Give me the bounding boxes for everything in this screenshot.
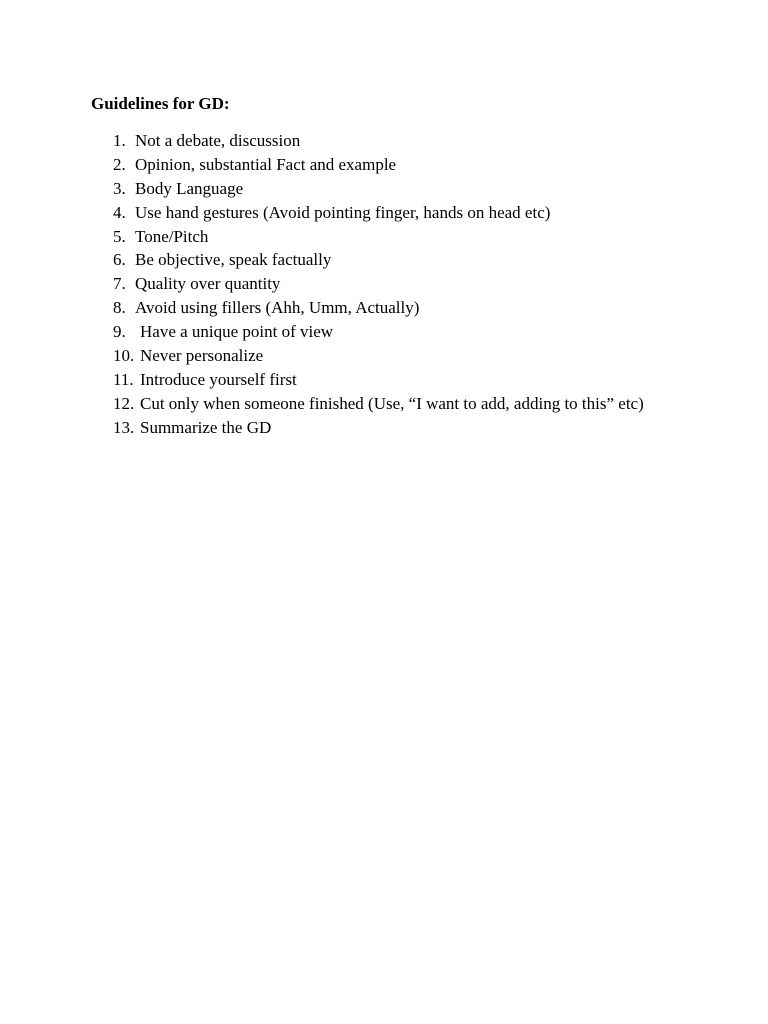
list-item xyxy=(113,202,551,227)
list-item xyxy=(113,274,281,298)
list-item xyxy=(113,346,264,370)
list-item-text: Tone/Pitch xyxy=(135,226,209,246)
list-item xyxy=(113,131,301,155)
list-item-text: Cut only when someone finished (Use, “I want to add, adding to this” etc) xyxy=(140,393,644,413)
list-item-text: Summarize the GD xyxy=(140,417,272,437)
list-item-number: 9. xyxy=(113,322,126,342)
list-item-number: 12. xyxy=(113,393,135,413)
list-item-text: Avoid using fillers (Ahh, Umm, Actually) xyxy=(135,298,420,318)
list-item-number: 13. xyxy=(113,417,135,437)
list-item xyxy=(113,393,644,418)
list-item xyxy=(113,322,334,346)
list-item xyxy=(113,154,397,179)
list-item xyxy=(113,178,244,203)
list-item-number: 8. xyxy=(113,298,126,318)
list-item-number: 11. xyxy=(113,369,134,389)
guidelines-list xyxy=(113,131,644,442)
list-item-text: Body Language xyxy=(135,178,244,198)
list-item-text: Not a debate, discussion xyxy=(135,131,301,150)
list-item-number: 10. xyxy=(113,346,135,366)
list-item xyxy=(113,298,420,322)
list-item xyxy=(113,226,209,251)
list-item-text: Quality over quantity xyxy=(135,274,281,294)
list-item-number: 5. xyxy=(113,226,126,246)
list-item-text: Have a unique point of view xyxy=(140,322,334,342)
list-item-number: 3. xyxy=(113,178,126,198)
document-heading: Guidelines for GD: xyxy=(91,94,230,113)
list-item-text: Use hand gestures (Avoid pointing finger, hands on head etc) xyxy=(135,202,551,222)
list-item-number: 6. xyxy=(113,250,126,270)
list-item-text: Never personalize xyxy=(140,346,264,366)
list-item xyxy=(113,417,272,442)
list-item-text: Introduce yourself first xyxy=(140,369,297,389)
list-item-text: Opinion, substantial Fact and example xyxy=(135,154,397,174)
list-item-number: 1. xyxy=(113,131,126,150)
list-item-number: 2. xyxy=(113,154,126,174)
list-item xyxy=(113,250,332,274)
list-item-number: 7. xyxy=(113,274,126,294)
list-item-text: Be objective, speak factually xyxy=(135,250,332,270)
list-item xyxy=(113,369,297,394)
list-item-number: 4. xyxy=(113,202,126,222)
